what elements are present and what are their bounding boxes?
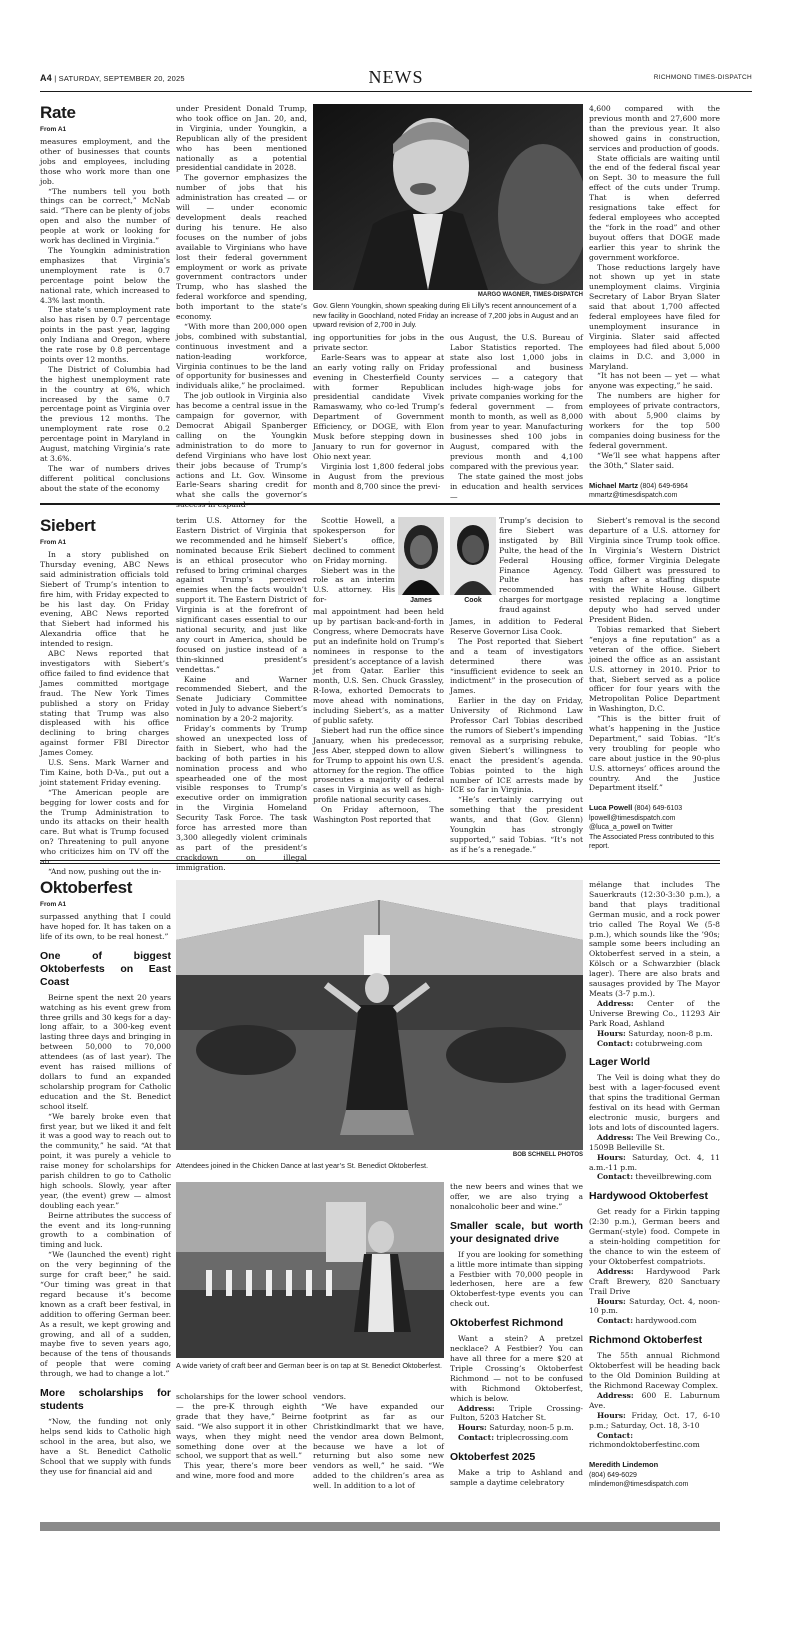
cook-label: Cook (464, 597, 482, 604)
ev2-contact-link[interactable]: cotubrweing.com (635, 1038, 703, 1048)
subhead-biggest: One of biggest Oktoberfests on East Coast (40, 949, 171, 988)
oktoberfest-col4-text: the new beers and wines that we offer, we are also trying a nonalcoholic beer and wine.” Smaller scale, but worth your designated drive If you are looking for something a little more intimate than sipping a Festbier with 70,000 people in lederhosen, here are a few Oktoberfest-type events you can check out. Oktoberfest Richmond Want a stein? A pretzel necklace? A Festbier? You can have all three for a mere $20 at Triple Crossing’s Oktoberfest Richmond — not to be confused with Richmond Oktoberfest, which is below. Address: Triple Crossing-Fulton, 5203 Hatcher St. Hours: Saturday, noon-5 p.m. Contact: triplecrossing.com Oktoberfest 2025 Make a trip to Ashland and sample a daytime celebratory (450, 1182, 583, 1488)
section-divider (40, 503, 720, 505)
siebert-col2-text: terim U.S. Attorney for the Eastern District of Virginia that we recommended and he himself nominated because Erik Siebert is an ethical prosecutor who refused to bring criminal charges against Trump’s perceived enemies when the facts wouldn’t support it. The Eastern District of Virginia is at the forefront of significant cases essential to our national security, and just like any court in America, should be focused on justice instead of a thin-skinned president’s vendettas.” Kaine and Warner recommended Siebert, and the Senate Judiciary Committee voted in July to advance Siebert’s nomination by a 20-2 majority. Friday’s comments by Trump showed an unexpected loss of faith in Siebert, who had the backing of both parties in his nomination process and who spearheaded one of the most visible responses to Trump’s executive order on immigration in the Virginia Homeland Security Task Force. The task force has arrested more than 3,300 allegedly violent criminals as part of the president’s crackdown on illegal immigration. (176, 516, 307, 872)
siebert-col1-text: In a story published on Thursday evening, ABC News said administration officials told Siebert of Trump’s intention to fire him, with Friday expected to be his last day. On Friday evening, ABC News reported that Siebert had informed his Alexandria office that he intended to resign. ABC News reported that investigators with Siebert’s office failed to find evidence that James committed mortgage fraud. The New York Times published a story on Friday stating that Trump was also displeased with his office declining to bring charges against former FBI Director James Comey. U.S. Sens. Mark Warner and Tim Kaine, both D-Va., put out a joint statement Friday evening. “The American people are begging for lower costs and for the Trump Administration to undo its attacks on their health care. But what is Trump focused on? Threatening to pull anyone who criticizes him on TV off the air. “And now, pushing out the in- (40, 550, 169, 876)
siebert-byline: Luca Powell (804) 649-6103 lpowell@timesdispatch.com @luca_a_powell on Twitter The Associated Press contributed to this report. (589, 803, 714, 851)
siebert-headline: Siebert (40, 516, 96, 535)
youngkin-photo-caption: Gov. Glenn Youngkin, shown speaking during Eli Lilly’s recent announcement of a new facility in Goochland, noted Friday an increase of 7,200 jobs in August and an upward revision of 2,700 in July. (313, 301, 579, 329)
beer-taps-caption: A wide variety of craft beer and German beer is on tap at St. Benedict Oktoberfest. (176, 1361, 443, 1370)
cook-mugshot (450, 517, 496, 595)
ev3-contact-link[interactable]: theveilbrewing.com (635, 1172, 712, 1182)
page-header (40, 68, 752, 92)
oktoberfest-byline: Meredith Lindemon (804) 649-6029 mlindemon@timesdispatch.com (589, 1460, 689, 1489)
section-divider-double (40, 860, 720, 864)
rate-column-5 (589, 104, 720, 501)
oktoberfest-column-1 (40, 878, 171, 1477)
james-mugshot (398, 517, 444, 595)
oktoberfest-col2-text: scholarships for the lower school — the pre-K through eighth grade that they have,” Beirne said. “We also support it in other ways, when they might need something done over at the school, we support that as well.” This year, there’s more beer and wine, more food and more (176, 1392, 307, 1481)
ev4-contact-link[interactable]: hardywood.com (635, 1316, 697, 1326)
oktoberfest-col5-text: mélange that includes The Sauerkrauts (12:30-3:30 p.m.), a band that plays traditional German music, and a rock power trio called The Royal We (5-8 p.m.), which sounds like the ’90s; sample some beers including an Oktoberfest served in a stein, a Kölsch or a Schwarzbier (black lager). There are also brats and sausages provided by The Mayor Meats (3-7 p.m.). Address: Center of the Universe Brewing Co., 11293 Air Park Road, Ashland Hours: Saturday, noon-8 p.m. Contact: cotubrweing.com Lager World The Veil is doing what they do best with a lager-focused event that spins the traditional German festival on its head with German electronic music, burgers and lots and lots of discounted lagers. Address: The Veil Brewing Co., 1509B Belleville St. Hours: Saturday, Oct. 4, 11 a.m.-11 p.m. Contact: theveilbrewing.com Hardywood Oktoberfest Get ready for a Firkin tapping (2:30 p.m.), German beers and German(-style) food. Compete in a stein-holding competition for the chance to win the esteem of your Oktoberfest compatriots. Address: Hardywood Park Craft Brewery, 820 Sanctuary Trail Drive Hours: Saturday, Oct. 4, noon-10 p.m. Contact: hardywood.com Richmond Oktoberfest The 55th annual Richmond Oktoberfest will be heading back to the Old Dominion Building at the Richmond Raceway Complex. Address: 600 E. Laburnum Ave. Hours: Friday, Oct. 17, 6-10 p.m.; Saturday, Oct. 18, 3-10 Contact: richmondoktoberfestinc.com (589, 880, 720, 1450)
oktoberfest-headline: Oktoberfest (40, 878, 133, 897)
subhead-richmond-oktoberfest: Richmond Oktoberfest (589, 1334, 703, 1347)
footer-bar (40, 1522, 720, 1531)
siebert-col4-top-text: Trump’s decision to fire Siebert was instigated by Bill Pulte, the head of the Federal Housing Finance Agency. Pulte has recommended charges for mortgage fraud against (499, 516, 583, 615)
subhead-oktoberfest-2025: Oktoberfest 2025 (450, 1451, 536, 1464)
section-title: NEWS (368, 67, 424, 87)
chicken-dance-caption: Attendees joined in the Chicken Dance at last year’s St. Benedict Oktoberfest. (176, 1161, 429, 1170)
subhead-scholarships: More scholarships for students (40, 1387, 171, 1413)
page-date: SATURDAY, SEPTEMBER 20, 2025 (58, 74, 185, 83)
beer-taps-photo (176, 1182, 444, 1358)
ev1-contact-link[interactable]: triplecrossing.com (496, 1433, 569, 1443)
youngkin-photo (313, 104, 583, 290)
oktoberfest-col3-text: vendors. “We have expanded our footprint as far as our Christkindlmarkt that we have, the vendor area down Belmont, because we have a lot of returning but also some new vendors as well,” he said. “We added to the children’s area as well. In addition to a lot of (313, 1392, 444, 1491)
rate-col3-text: ing opportunities for jobs in the private sector. Earle-Sears was to appear at an early voting rally on Friday evening in Chesterfield County with former Republican presidential candidate Vivek Ramaswamy, who co-led Trump’s Department of Government Efficiency, or DOGE, with Elon Musk before stepping down in January to run for governor in Ohio next year. Virginia lost 1,800 federal jobs in August from the previous month and 8,700 since the previ- (313, 333, 444, 491)
subhead-lager-world: Lager World (589, 1056, 651, 1069)
siebert-col3-bottom-text: mal appointment had been held up by partisan back-and-forth in Congress, where Democrats have put an indefinite hold on Trump’s nominees in response to the president’s acceptance of a lavish jet from Qatar. Earlier this month, U.S. Sen. Chuck Grassley, R-Iowa, exhorted Democrats to move ahead with nominations, including Siebert’s, as a matter of public safety. Siebert had run the office since January, when his predecessor, Jess Aber, stepped down to allow for Trump to appoint his own U.S. attorney for the region. The office prosecutes a majority of federal cases in Virginia as well as high-profile national security cases. On Friday afternoon, The Washington Post reported that (313, 607, 444, 825)
chicken-dance-credit: BOB SCHNELL PHOTOS (512, 1152, 583, 1158)
newspaper-name: RICHMOND TIMES-DISPATCH (653, 74, 752, 81)
rate-column-1 (40, 103, 170, 494)
subhead-oktoberfest-richmond: Oktoberfest Richmond (450, 1317, 564, 1330)
rate-jump-label: From A1 (40, 126, 67, 133)
rate-col4-text: ous August, the U.S. Bureau of Labor Statistics reported. The state also lost 1,000 jobs in professional and business services — a category that includes high-wage jobs for private companies working for the federal government — from month to month, as well as 8,000 from year to year. Manufacturing businesses shed 100 jobs in August, compared with the previous month and 4,100 compared with the previous year. The state gained the most jobs in education and health services — (450, 333, 583, 501)
siebert-column-5 (589, 516, 720, 852)
siebert-col5-text: Siebert’s removal is the second departure of a U.S. attorney for Virginia since Trump took office. In Virginia’s Western District office, former Virginia Delegate Todd Gilbert was pressured to resign after a staffing dispute with the White House. Gilbert resisted replacing a longtime deputy who had served under President Biden. Tobias remarked that Siebert “enjoys a fine reputation” as a veteran of the office. Siebert joined the office as an assistant U.S. attorney in 2010. Prior to that, Siebert served as a police officer for four years with the Metropolitan Police Department in Washington, D.C. “This is the bitter fruit of what’s happening in the Justice Department,” said Tobias. “It’s very troubling for people who care about justice in the 90-plus U.S. attorneys’ offices around the country. And the Justice Department itself.” (589, 516, 720, 793)
rate-headline: Rate (40, 103, 76, 122)
rate-col1-text: measures employment, and the other of businesses that counts jobs and employees, including those who work more than one job. “The numbers tell you both things can be correct,” McNab said. “There can be plenty of jobs open and also the number of people at work or looking for work has declined in Virginia.” The Youngkin administration emphasizes that Virginia’s unemployment rate is 0.7 percentage point below the national rate, which increased to 4.3% last month. The state’s unemployment rate also has risen by 0.7 percentage points in the past year, lagging only Indiana and Oregon, where the rate rose by 0.8 percentage points over 12 months. The District of Columbia had the highest unemployment rate in the country at 6%, which increased by the same 0.7 percentage point as Virginia over the previous 12 months. The unemployment rate rose 0.2 percentage point in Maryland in August, matching Virginia’s rate at 3.6%. The war of numbers drives different political conclusions about the state of the economy (40, 137, 170, 493)
siebert-byline-email[interactable]: lpowell@timesdispatch.com (589, 814, 676, 822)
siebert-column-1 (40, 516, 169, 877)
ev5-contact-link[interactable]: richmondoktoberfestinc.com (589, 1440, 700, 1450)
chicken-dance-photo (176, 880, 583, 1150)
oktoberfest-jump-label: From A1 (40, 901, 67, 908)
rate-byline-email[interactable]: mmartz@timesdispatch.com (589, 492, 678, 500)
siebert-col3-top-text: Scottie Howell, a spokesperson for Siebert’s office, declined to comment on Friday morning. Siebert was in the role as an interim U.S. attorney. His for- (313, 516, 395, 605)
oktoberfest-byline-email[interactable]: mlindemon@timesdispatch.com (589, 1481, 689, 1489)
oktoberfest-col1-text: surpassed anything that I could have hoped for. It has taken on a life of its own, to be real honest.” One of biggest Oktoberfests on East Coast Beirne spent the next 20 years watching as his event grew from three grills and 30 kegs for a day-long affair, to a 300-keg event lasting three days and bringing in between 50,000 to 70,000 attendees (as of last year). The event has raised millions of dollars to fund an expanded scholarship program for Catholic education and the St. Benedict school itself. “We barely broke even that first year, but we liked it and felt it was a good way to reach out to the community,” he said. “At that point, it was purely a vehicle to raise money for scholarships for parish children to go to Catholic high schools. Slowly, year after year, (the event) grew — almost doubling each year.” Beirne attributes the success of the event and its long-running growth to a combination of timing and luck. “We (launched the event) right on the very beginning of the surge for craft beer,” he said. “Our timing was great in that regard because it’s become known as a craft beer festival, in addition to offering German beer. As a result, we kept growing and growing, and all of a sudden, maybe five to seven years ago, because of the tens of thousands of people that were coming through, we had to change a lot.” More scholarships for students “Now, the funding not only helps send kids to Catholic high school in the area, but also, we have a St. Benedict Catholic School that we supply with funds they use for financial aid and (40, 912, 171, 1476)
page-number: A4 (40, 73, 52, 83)
youngkin-photo-credit: MARGO WAGNER, TIMES-DISPATCH (477, 292, 583, 298)
folio: A4 | SATURDAY, SEPTEMBER 20, 2025 (40, 73, 185, 83)
oktoberfest-column-5 (589, 880, 720, 1490)
rate-byline: Michael Martz (804) 649-6964 mmartz@timesdispatch.com (589, 480, 689, 500)
subhead-smaller-scale: Smaller scale, but worth your designated drive (450, 1219, 583, 1245)
james-label: James (410, 597, 432, 604)
siebert-jump-label: From A1 (40, 539, 67, 546)
subhead-hardywood: Hardywood Oktoberfest (589, 1190, 709, 1203)
rate-col5-text: 4,600 compared with the previous month and 27,600 more than the previous year. It also showed gains in construction, services and production of goods. State officials are waiting until the end of the federal fiscal year on Sept. 30 to measure the full effect of the cuts under Trump. That is when deferred resignations take effect for federal employees who accepted the “fork in the road” and other buyout offers that DOGE made earlier this year to shrink the government workforce. Those reductions largely have not shown up yet in state unemployment claims. Virginia Secretary of Labor Bryan Slater said that about 1,700 affected federal employees have filed for unemployment insurance in Virginia. Slater said affected employees had filed about 5,000 claims in D.C. and 3,000 in Maryland. “It has not been — yet — what anyone was expecting,” he said. The numbers are higher for employees of private contractors, with about 5,900 claims by workers for the top 500 companies doing business for the federal government. “We’ll see what happens after the 30th,” Slater said. (589, 104, 720, 470)
rate-col2-text: under President Donald Trump, who took office on Jan. 20, and, in Virginia, under Youngkin, a Republican ally of the president who has been mentioned nationally as a potential presidential candidate in 2028. The governor emphasizes the number of jobs that his administration has created — or will — under economic development deals reached during his tenure. He also focuses on the number of jobs available to Virginians who have lost their federal government employment or work as private government contractors under Trump, who has slashed the federal workforce and spending, both important to the state’s economy. “With more than 200,000 open jobs, combined with substantial, continuous investment and a nation-leading workforce, Virginia continues to be the land of opportunity for businesses and individuals alike,” he proclaimed. The job outlook in Virginia also has become a central issue in the campaign for governor, with Democrat Abigail Spanberger calling on the Youngkin administration to do more to defend Virginians who have lost their jobs because of Trump’s actions and Lt. Gov. Winsome Earle-Sears sharing credit for what she calls the governor’s (176, 104, 307, 500)
siebert-col4-bottom-text: James, in addition to Federal Reserve Governor Lisa Cook. The Post reported that Siebert and a team of investigators determined there was “insufficient evidence to seek an indictment” in the prosecution of James. Earlier in the day on Friday, University of Richmond Law Professor Carl Tobias described the rumors of Siebert’s impending removal as a surprising rebuke, given Siebert’s willingness to enact the president’s agenda. Tobias pointed to the high number of ICE arrests made by ICE so far in Virginia. “He’s certainly carrying out something that the president wants, and that (Gov. Glenn) Youngkin has strongly supported,” said Tobias. “It’s not as if he’s a renegade.” (450, 617, 583, 854)
